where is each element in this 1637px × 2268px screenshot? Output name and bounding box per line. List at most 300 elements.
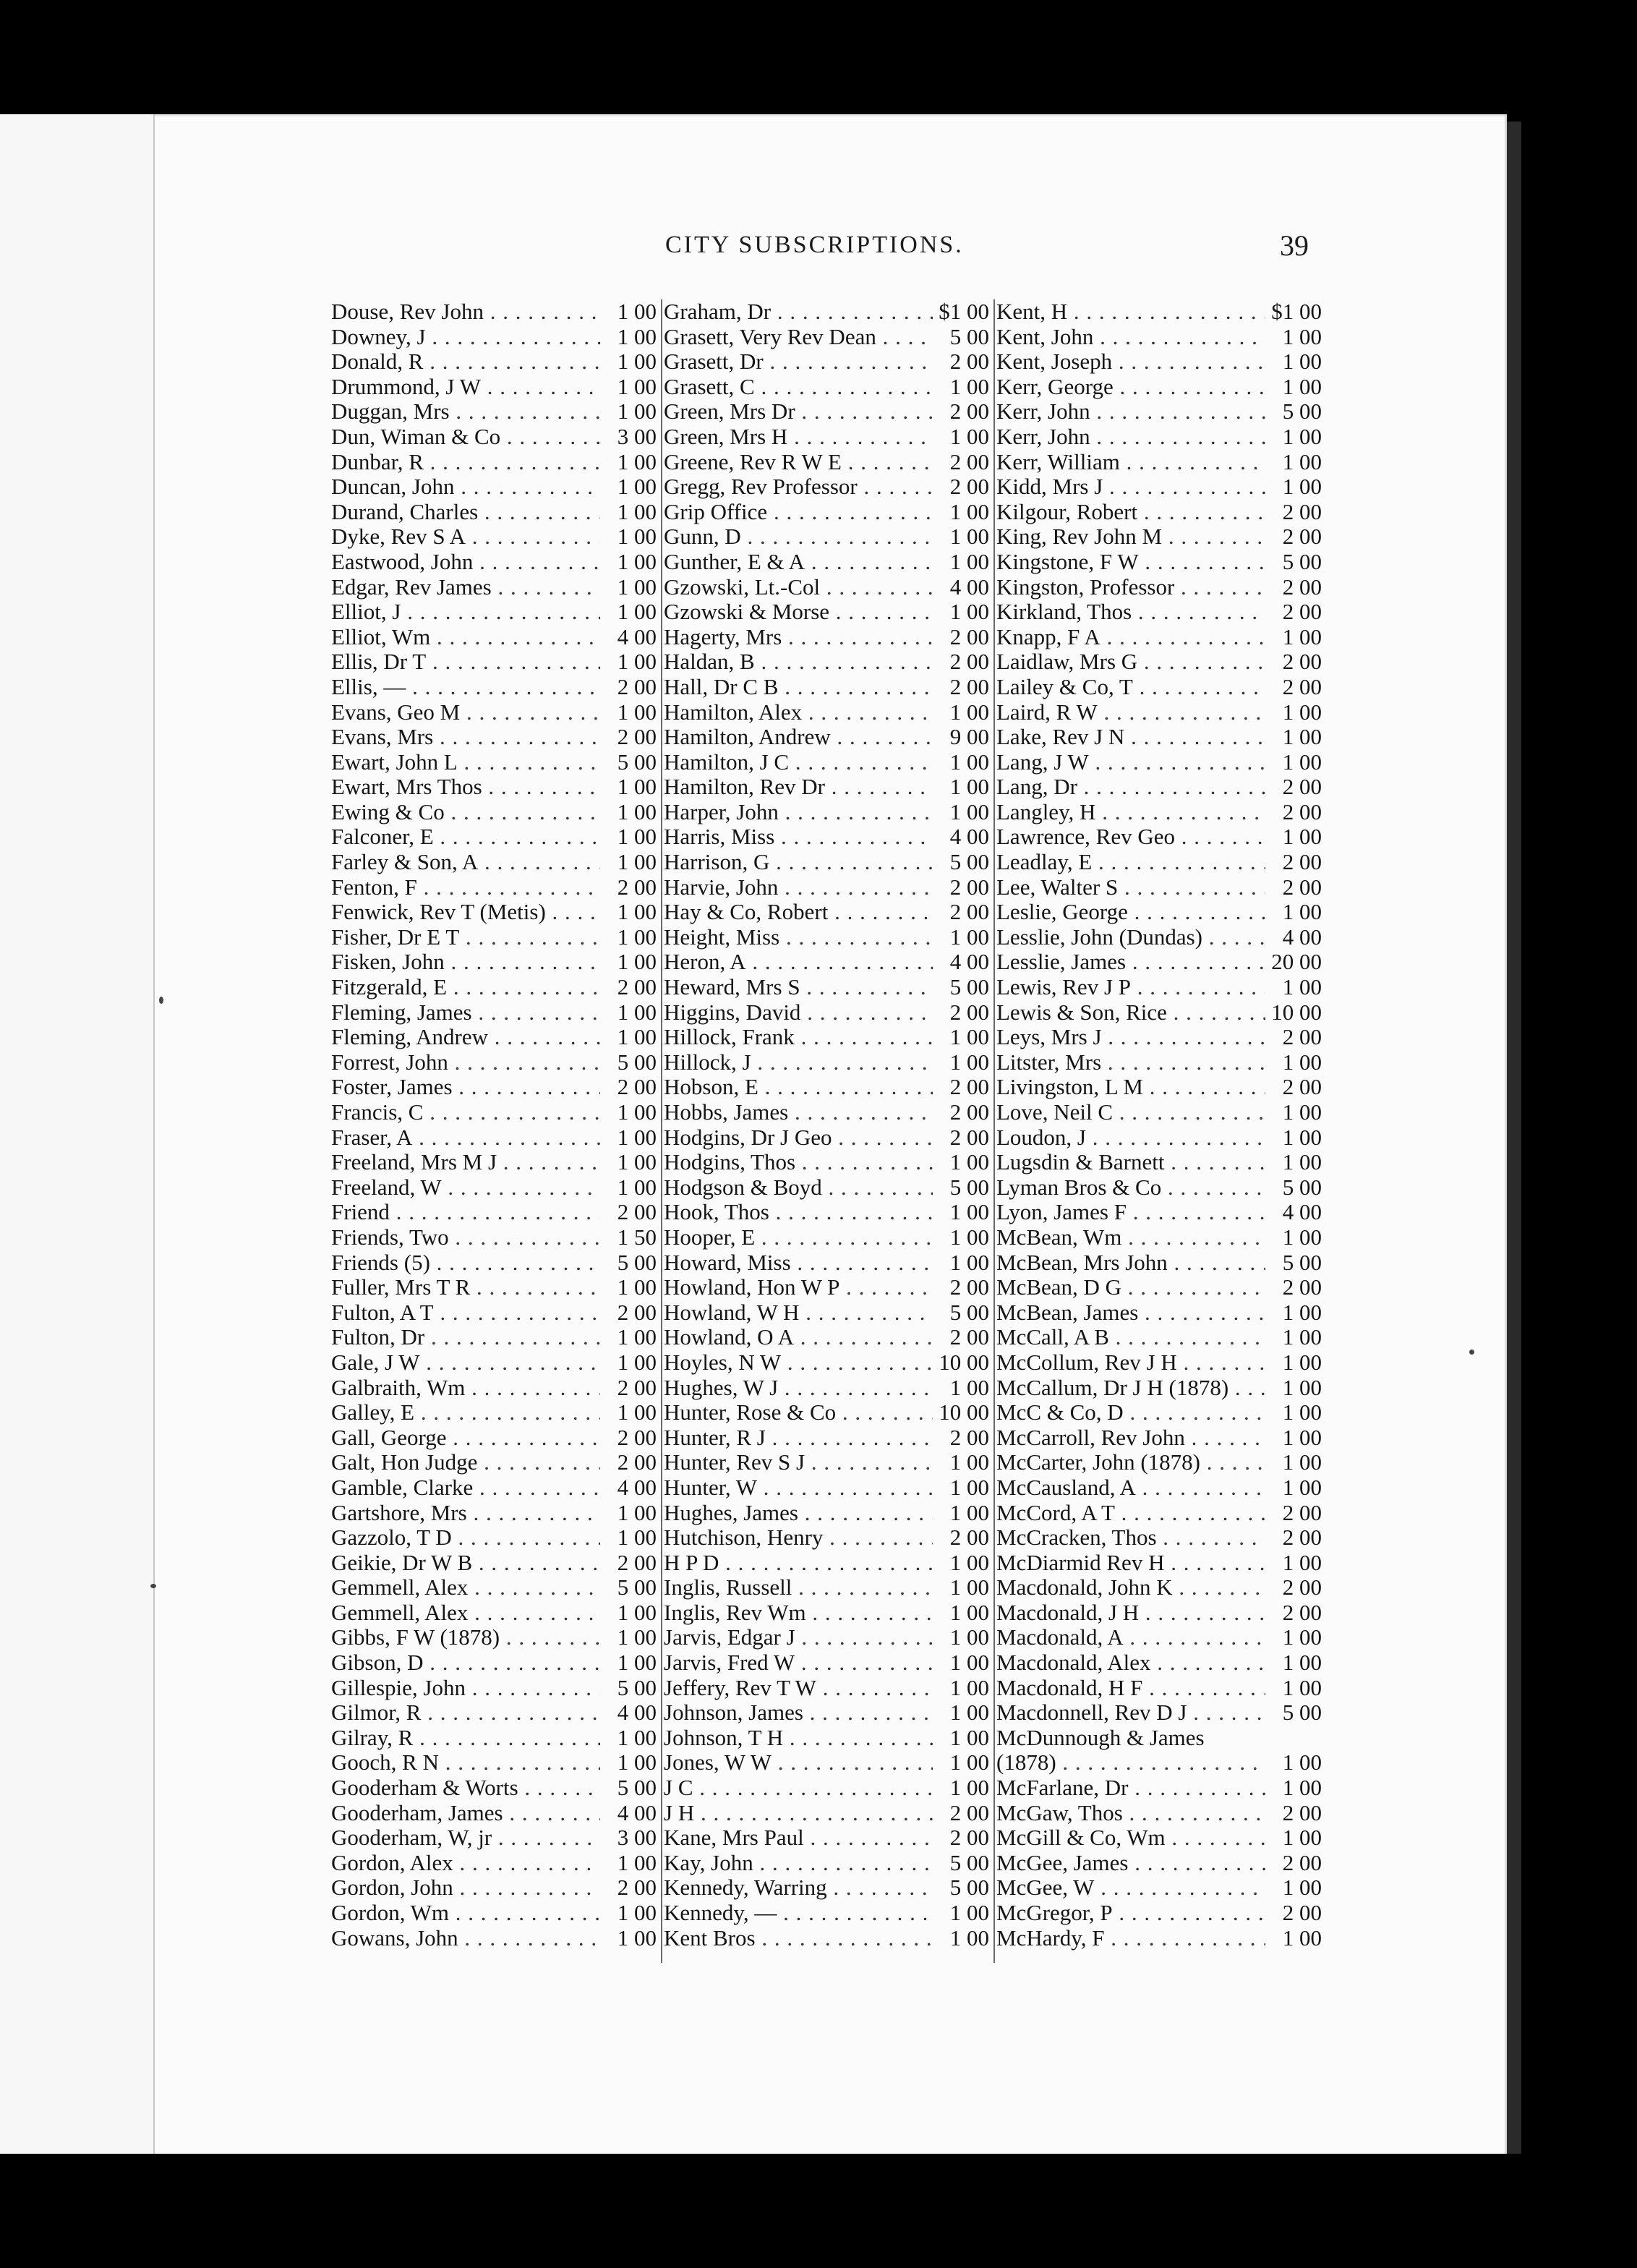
subscription-amount: 1 00 — [1265, 1350, 1326, 1376]
subscriber-name: Hamilton, J C . . . — [664, 750, 933, 775]
subscriber-name: Francis, C . . . — [331, 1100, 600, 1125]
subscription-amount: 1 00 — [1265, 450, 1326, 475]
subscriber-name: Kent Bros . . . — [664, 1926, 933, 1951]
subscription-entry — [996, 1700, 1329, 1726]
subscription-amount: 1 00 — [600, 1926, 661, 1951]
subscription-entry — [664, 1350, 996, 1376]
subscriber-name: Harris, Miss . . . — [664, 824, 933, 850]
subscription-entry — [664, 800, 996, 825]
subscription-entry — [331, 875, 664, 900]
subscription-amount: 1 00 — [1265, 1325, 1326, 1350]
subscriber-name: Hughes, W J . . . — [664, 1376, 933, 1401]
subscription-entry — [996, 399, 1329, 425]
subscriber-name: Gooderham, James . . . — [331, 1801, 600, 1826]
subscriber-name: Fulton, Dr . . . — [331, 1325, 600, 1350]
subscriber-name: Kent, H . . . — [996, 299, 1265, 325]
subscriber-name: Kerr, John . . . — [996, 399, 1265, 425]
subscriber-name: Howland, O A . . . — [664, 1325, 933, 1350]
subscription-amount: 2 00 — [1265, 675, 1326, 700]
subscription-amount: 1 00 — [933, 750, 993, 775]
subscription-entry — [664, 1676, 996, 1701]
subscription-amount: 2 00 — [933, 1325, 993, 1350]
subscriber-name: Inglis, Rev Wm . . . — [664, 1600, 933, 1626]
subscription-entry — [664, 1475, 996, 1501]
subscription-entry — [996, 575, 1329, 600]
subscription-amount: 1 00 — [1265, 900, 1326, 925]
subscriber-name: Height, Miss . . . — [664, 925, 933, 950]
subscription-entry — [331, 950, 664, 975]
subscriber-name: J C . . . — [664, 1775, 933, 1801]
subscription-amount: 1 00 — [600, 1501, 661, 1526]
subscriber-name: Hobbs, James . . . — [664, 1100, 933, 1125]
subscription-amount: 1 00 — [600, 850, 661, 875]
subscriber-name: McCall, A B . . . — [996, 1325, 1265, 1350]
subscription-entry — [331, 625, 664, 650]
subscription-entry — [996, 600, 1329, 625]
subscriber-name: McCallum, Dr J H (1878) . . . — [996, 1376, 1265, 1401]
subscription-entry — [331, 375, 664, 400]
subscriber-name: Green, Mrs Dr . . . — [664, 399, 933, 425]
subscription-amount: 1 00 — [1265, 1100, 1326, 1125]
subscription-entry — [331, 1150, 664, 1175]
subscription-amount: 1 00 — [1265, 349, 1326, 375]
subscriber-name: Downey, J . . . — [331, 325, 600, 350]
subscriber-name: Evans, Geo M . . . — [331, 700, 600, 725]
subscriber-name: Dunbar, R . . . — [331, 450, 600, 475]
subscription-amount: 1 00 — [933, 1600, 993, 1626]
subscription-entry — [996, 474, 1329, 500]
subscriber-name: Lee, Walter S . . . — [996, 875, 1265, 900]
subscriber-name: Heron, A . . . — [664, 950, 933, 975]
subscriber-name: McBean, Wm . . . — [996, 1225, 1265, 1250]
subscriber-name: McCarter, John (1878) . . . — [996, 1450, 1265, 1475]
subscription-entry — [664, 1775, 996, 1801]
subscriber-name: Ewing & Co . . . — [331, 800, 600, 825]
subscription-amount: 5 00 — [1265, 1250, 1326, 1276]
subscriber-name: McCracken, Thos . . . — [996, 1525, 1265, 1551]
subscriber-name: Dyke, Rev S A . . . — [331, 524, 600, 550]
subscriber-name: Friend . . . — [331, 1200, 600, 1225]
subscriber-name: Lyon, James F . . . — [996, 1200, 1265, 1225]
subscription-amount: 1 00 — [600, 800, 661, 825]
subscription-amount: 1 50 — [600, 1225, 661, 1250]
subscription-amount: 1 00 — [1265, 1400, 1326, 1425]
subscription-amount: 1 00 — [1265, 1926, 1326, 1951]
subscription-entry — [664, 524, 996, 550]
page-number: 39 — [1280, 229, 1309, 262]
subscription-amount: 2 00 — [1265, 1075, 1326, 1100]
subscription-entry — [664, 1325, 996, 1350]
subscription-entry — [996, 649, 1329, 675]
subscriber-name: Leslie, George . . . — [996, 900, 1265, 925]
subscriber-name: Galbraith, Wm . . . — [331, 1376, 600, 1401]
subscription-amount: 2 00 — [600, 1875, 661, 1901]
subscriber-name: Gzowski, Lt.-Col . . . — [664, 575, 933, 600]
subscriber-name: Howland, Hon W P . . . — [664, 1275, 933, 1300]
subscription-entry — [996, 1851, 1329, 1876]
subscription-amount: 1 00 — [933, 775, 993, 800]
subscription-entry — [664, 1575, 996, 1600]
subscription-entry — [996, 1450, 1329, 1475]
subscription-amount: 2 00 — [933, 1000, 993, 1026]
subscriber-name: McGill & Co, Wm . . . — [996, 1825, 1265, 1851]
subscriber-name: Gunther, E & A . . . — [664, 550, 933, 575]
subscription-entry — [331, 1551, 664, 1576]
subscriber-name: Hagerty, Mrs . . . — [664, 625, 933, 650]
subscription-amount: 2 00 — [933, 1425, 993, 1451]
subscription-amount: 5 00 — [1265, 399, 1326, 425]
subscription-amount: 2 00 — [600, 675, 661, 700]
subscriber-name: Hunter, Rose & Co . . . — [664, 1400, 933, 1425]
subscription-amount: 2 00 — [1265, 775, 1326, 800]
subscription-amount: 2 00 — [1265, 850, 1326, 875]
subscriber-name: Hillock, Frank . . . — [664, 1025, 933, 1050]
subscription-amount: 2 00 — [933, 1525, 993, 1551]
subscription-amount: 2 00 — [933, 1275, 993, 1300]
subscription-entry — [996, 1100, 1329, 1125]
subscription-entry — [331, 1300, 664, 1326]
subscription-amount: 2 00 — [933, 399, 993, 425]
subscription-amount: 2 00 — [933, 1125, 993, 1151]
subscription-amount: 2 00 — [933, 1825, 993, 1851]
subscription-entry — [996, 1726, 1329, 1751]
subscription-amount: 1 00 — [1265, 824, 1326, 850]
subscriber-name: Hook, Thos . . . — [664, 1200, 933, 1225]
subscription-entry — [996, 1300, 1329, 1326]
subscriber-name: Macdonald, Alex . . . — [996, 1650, 1265, 1676]
subscriber-name: Freeland, Mrs M J . . . — [331, 1150, 600, 1175]
subscription-amount: 1 00 — [600, 1000, 661, 1026]
subscriber-name: Gemmell, Alex . . . — [331, 1575, 600, 1600]
subscription-entry — [331, 325, 664, 350]
subscription-entry — [664, 1650, 996, 1676]
subscription-entry — [331, 1475, 664, 1501]
subscription-entry — [664, 349, 996, 375]
subscription-amount: 2 00 — [600, 1200, 661, 1225]
subscription-amount: 1 00 — [933, 1750, 993, 1775]
subscription-entry — [331, 1000, 664, 1026]
subscription-amount: 1 00 — [1265, 625, 1326, 650]
subscriber-name: Duggan, Mrs . . . — [331, 399, 600, 425]
subscriber-name: McC & Co, D . . . — [996, 1400, 1265, 1425]
subscription-amount: 1 00 — [600, 325, 661, 350]
subscription-entry — [331, 1350, 664, 1376]
subscriber-name: Gibbs, F W (1878) . . . — [331, 1625, 600, 1650]
subscriber-name: Duncan, John . . . — [331, 474, 600, 500]
subscription-amount: 1 00 — [1265, 1050, 1326, 1075]
subscription-entry — [331, 1400, 664, 1425]
subscription-entry — [664, 1726, 996, 1751]
subscription-entry — [331, 925, 664, 950]
subscription-amount: 1 00 — [600, 575, 661, 600]
subscriber-name: Gregg, Rev Professor . . . — [664, 474, 933, 500]
subscription-amount: 2 00 — [1265, 800, 1326, 825]
subscriber-name: Hamilton, Andrew . . . — [664, 725, 933, 750]
subscription-entry — [664, 1901, 996, 1926]
subscription-entry — [331, 1901, 664, 1926]
subscription-amount: 1 00 — [933, 425, 993, 450]
subscriber-name: Ewart, John L . . . — [331, 750, 600, 775]
subscription-amount: 1 00 — [600, 450, 661, 475]
subscriber-column-3 — [996, 299, 1329, 1951]
subscription-entry — [664, 1700, 996, 1726]
subscription-amount: 1 00 — [933, 1200, 993, 1225]
subscription-amount: 1 00 — [600, 900, 661, 925]
subscription-entry — [664, 625, 996, 650]
subscription-entry — [996, 824, 1329, 850]
subscription-amount: 5 00 — [933, 325, 993, 350]
subscription-entry — [664, 1750, 996, 1775]
subscription-entry — [996, 1801, 1329, 1826]
subscription-amount: 3 00 — [600, 1825, 661, 1851]
subscriber-name: McCausland, A . . . — [996, 1475, 1265, 1501]
subscription-amount: 5 00 — [933, 1300, 993, 1326]
subscription-entry — [996, 850, 1329, 875]
subscription-amount: 1 00 — [600, 1750, 661, 1775]
subscription-entry — [996, 1676, 1329, 1701]
subscription-entry — [331, 1125, 664, 1151]
subscription-amount: 1 00 — [933, 1250, 993, 1276]
subscription-amount: 2 00 — [600, 1551, 661, 1576]
subscriber-name: J H . . . — [664, 1801, 933, 1826]
subscription-amount: 1 00 — [933, 1700, 993, 1726]
subscription-entry — [996, 1376, 1329, 1401]
subscription-amount: 10 00 — [1265, 1000, 1326, 1026]
subscription-amount: 2 00 — [600, 975, 661, 1000]
subscription-entry — [996, 349, 1329, 375]
subscription-entry — [331, 850, 664, 875]
subscription-amount: 5 00 — [933, 850, 993, 875]
subscriber-name: Fleming, Andrew . . . — [331, 1025, 600, 1050]
subscription-amount: 4 00 — [600, 625, 661, 650]
subscriber-name: Hughes, James . . . — [664, 1501, 933, 1526]
subscriber-name: Lawrence, Rev Geo . . . — [996, 824, 1265, 850]
subscriber-name: Higgins, David . . . — [664, 1000, 933, 1026]
subscription-entry — [664, 1551, 996, 1576]
subscription-entry — [996, 1575, 1329, 1600]
subscription-amount: 1 00 — [1265, 700, 1326, 725]
subscriber-column-2 — [664, 299, 996, 1951]
subscription-amount: 1 00 — [600, 600, 661, 625]
subscription-entry — [331, 649, 664, 675]
subscription-entry — [331, 1200, 664, 1225]
subscriber-name: McFarlane, Dr . . . — [996, 1775, 1265, 1801]
subscription-amount: 10 00 — [933, 1400, 993, 1425]
subscriber-name: Grasett, Dr . . . — [664, 349, 933, 375]
subscription-amount: 5 00 — [933, 1875, 993, 1901]
subscriber-name: Jones, W W . . . — [664, 1750, 933, 1775]
subscription-entry — [664, 1875, 996, 1901]
subscriber-name: Kent, John . . . — [996, 325, 1265, 350]
subscriber-name: King, Rev John M . . . — [996, 524, 1265, 550]
subscription-entry — [996, 1501, 1329, 1526]
subscription-amount: 5 00 — [600, 1050, 661, 1075]
subscriber-name: Kidd, Mrs J . . . — [996, 474, 1265, 500]
subscription-entry — [331, 1676, 664, 1701]
subscription-entry — [996, 1175, 1329, 1201]
subscriber-name: Litster, Mrs . . . — [996, 1050, 1265, 1075]
subscriber-name: Evans, Mrs . . . — [331, 725, 600, 750]
subscription-entry — [664, 1501, 996, 1526]
subscriber-name: Loudon, J . . . — [996, 1125, 1265, 1151]
subscription-entry — [664, 1275, 996, 1300]
subscription-entry — [664, 900, 996, 925]
subscriber-name: McBean, James . . . — [996, 1300, 1265, 1326]
subscriber-name: Lewis & Son, Rice . . . — [996, 1000, 1265, 1026]
subscription-entry — [996, 1125, 1329, 1151]
subscriber-name: Lewis, Rev J P . . . — [996, 975, 1265, 1000]
subscription-entry — [331, 1175, 664, 1201]
subscription-entry — [664, 824, 996, 850]
subscription-amount: 5 00 — [1265, 550, 1326, 575]
subscription-amount: 1 00 — [600, 524, 661, 550]
subscriber-name: Gale, J W . . . — [331, 1350, 600, 1376]
subscription-entry — [996, 1625, 1329, 1650]
subscription-entry — [996, 524, 1329, 550]
subscriber-name: Kerr, John . . . — [996, 425, 1265, 450]
subscriber-name: Gamble, Clarke . . . — [331, 1475, 600, 1501]
subscriber-name: Hunter, R J . . . — [664, 1425, 933, 1451]
subscription-entry — [664, 775, 996, 800]
subscription-amount: 1 00 — [933, 500, 993, 525]
subscriber-name: Macdonald, A . . . — [996, 1625, 1265, 1650]
subscription-amount: 4 00 — [1265, 925, 1326, 950]
subscriber-name: Durand, Charles . . . — [331, 500, 600, 525]
subscription-entry — [331, 474, 664, 500]
subscriber-name: Gillespie, John . . . — [331, 1676, 600, 1701]
subscriber-name: Leadlay, E . . . — [996, 850, 1265, 875]
subscription-entry — [331, 1325, 664, 1350]
margin-mark — [159, 997, 163, 1004]
subscription-amount: 1 00 — [933, 1450, 993, 1475]
subscription-amount: 5 00 — [600, 1676, 661, 1701]
subscription-amount: 1 00 — [1265, 1625, 1326, 1650]
subscription-amount: 2 00 — [1265, 875, 1326, 900]
subscriber-name: H P D . . . — [664, 1551, 933, 1576]
subscription-amount: 5 00 — [600, 1775, 661, 1801]
subscription-entry — [996, 325, 1329, 350]
subscription-amount: 1 00 — [600, 299, 661, 325]
subscription-amount: 2 00 — [1265, 500, 1326, 525]
subscriber-name: Dun, Wiman & Co . . . — [331, 425, 600, 450]
facing-page-edge — [0, 114, 155, 2154]
subscription-amount: 1 00 — [1265, 425, 1326, 450]
subscriber-name: Harrison, G . . . — [664, 850, 933, 875]
subscription-amount: 1 00 — [933, 1050, 993, 1075]
subscription-entry — [664, 1600, 996, 1626]
subscription-amount: 2 00 — [600, 1376, 661, 1401]
subscription-entry — [996, 1901, 1329, 1926]
subscriber-name: Macdonald, H F . . . — [996, 1676, 1265, 1701]
subscriber-name: Lailey & Co, T . . . — [996, 675, 1265, 700]
subscriber-name: Kirkland, Thos . . . — [996, 600, 1265, 625]
subscriber-name: Fleming, James . . . — [331, 1000, 600, 1026]
subscriber-name: Lesslie, James . . . — [996, 950, 1265, 975]
subscription-entry — [996, 950, 1329, 975]
subscription-amount: 1 00 — [600, 700, 661, 725]
subscription-entry — [331, 824, 664, 850]
subscriber-name: Macdonnell, Rev D J . . . — [996, 1700, 1265, 1726]
subscription-amount: 3 00 — [600, 425, 661, 450]
subscriber-name: Howland, W H . . . — [664, 1300, 933, 1326]
subscription-entry — [996, 1775, 1329, 1801]
subscription-amount: 1 00 — [600, 925, 661, 950]
subscription-entry — [996, 1875, 1329, 1901]
subscriber-name: Macdonald, John K . . . — [996, 1575, 1265, 1600]
subscription-amount: 1 00 — [600, 1851, 661, 1876]
subscription-entry — [331, 500, 664, 525]
subscription-entry — [996, 700, 1329, 725]
subscription-entry — [664, 1625, 996, 1650]
subscription-amount: 20 00 — [1265, 950, 1326, 975]
subscription-amount: 1 00 — [600, 1125, 661, 1151]
subscription-amount: 4 00 — [600, 1475, 661, 1501]
subscription-amount: 1 00 — [933, 1150, 993, 1175]
subscription-amount: 1 00 — [1265, 1875, 1326, 1901]
subscriber-name: Fraser, A . . . — [331, 1125, 600, 1151]
subscription-amount: 1 00 — [600, 375, 661, 400]
subscription-amount: 1 00 — [600, 1625, 661, 1650]
subscriber-name: Hamilton, Rev Dr . . . — [664, 775, 933, 800]
subscriber-name: Heward, Mrs S . . . — [664, 975, 933, 1000]
subscription-entry — [996, 1200, 1329, 1225]
subscription-entry — [664, 1250, 996, 1276]
subscriber-name: Galley, E . . . — [331, 1400, 600, 1425]
subscriber-name: Lesslie, John (Dundas) . . . — [996, 925, 1265, 950]
subscription-amount: 1 00 — [933, 1926, 993, 1951]
subscription-entry — [331, 800, 664, 825]
subscription-amount: 1 00 — [600, 1100, 661, 1125]
subscriber-name: Livingston, L M . . . — [996, 1075, 1265, 1100]
subscription-amount: 2 00 — [600, 1425, 661, 1451]
subscription-amount: 1 00 — [933, 1625, 993, 1650]
subscriber-name: McBean, Mrs John . . . — [996, 1250, 1265, 1276]
subscription-amount: 1 00 — [600, 1350, 661, 1376]
subscriber-name: Kingston, Professor . . . — [996, 575, 1265, 600]
subscriber-name: Fuller, Mrs T R . . . — [331, 1275, 600, 1300]
subscriber-name: Hoyles, N W . . . — [664, 1350, 933, 1376]
subscriber-name: Grasett, C . . . — [664, 375, 933, 400]
subscription-entry — [331, 1650, 664, 1676]
subscription-entry — [664, 450, 996, 475]
subscriber-name: Laird, R W . . . — [996, 700, 1265, 725]
subscription-amount: 4 00 — [933, 575, 993, 600]
subscriber-name: Lang, J W . . . — [996, 750, 1265, 775]
subscription-amount: 4 00 — [933, 824, 993, 850]
subscription-entry — [331, 675, 664, 700]
subscription-amount: 1 00 — [600, 500, 661, 525]
subscriber-name: Kent, Joseph . . . — [996, 349, 1265, 375]
subscription-entry — [996, 750, 1329, 775]
subscription-entry — [664, 1175, 996, 1201]
subscription-entry — [331, 1100, 664, 1125]
subscription-amount: 1 00 — [600, 649, 661, 675]
subscription-amount: 2 00 — [1265, 575, 1326, 600]
subscription-entry — [996, 425, 1329, 450]
subscription-amount: 2 00 — [1265, 1275, 1326, 1300]
subscriber-name: Gowans, John . . . — [331, 1926, 600, 1951]
subscription-entry — [996, 1825, 1329, 1851]
subscriber-name: Fenton, F . . . — [331, 875, 600, 900]
subscriber-name: Johnson, T H . . . — [664, 1726, 933, 1751]
subscriber-name: Kingstone, F W . . . — [996, 550, 1265, 575]
subscriber-name: Hobson, E . . . — [664, 1075, 933, 1100]
subscriber-name: Gilray, R . . . — [331, 1726, 600, 1751]
subscription-amount: 2 00 — [933, 675, 993, 700]
subscription-amount: 1 00 — [1265, 1225, 1326, 1250]
subscription-amount: 1 00 — [600, 1150, 661, 1175]
subscription-entry — [331, 1050, 664, 1075]
